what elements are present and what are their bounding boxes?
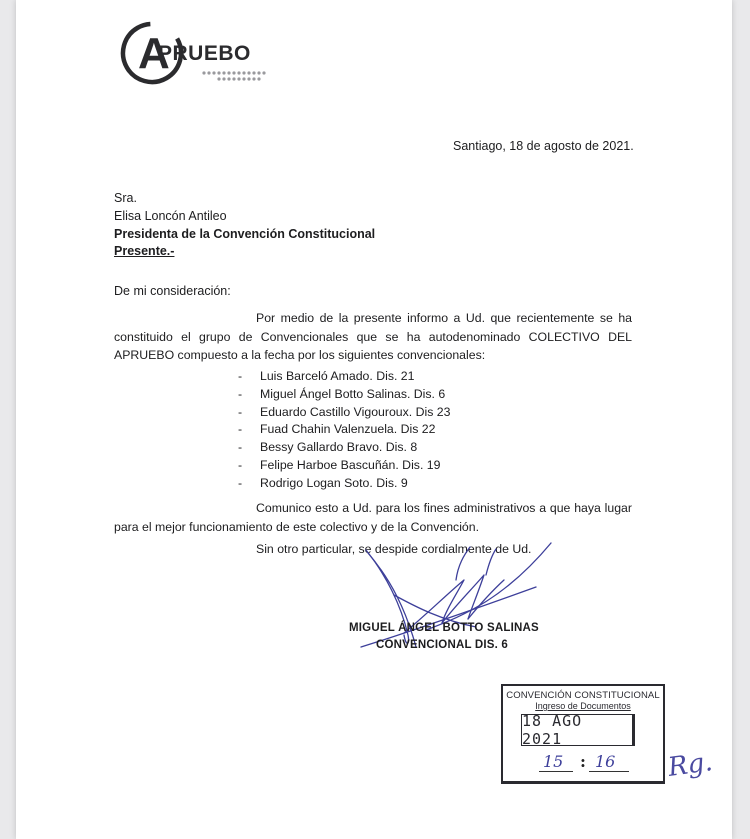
list-dash: - [238,422,243,437]
members-list [238,368,450,493]
member-name: Fuad Chahin Valenzuela. Dis 22 [260,422,436,437]
recipient-name: Elisa Loncón Antileo [114,209,227,223]
member-name: Eduardo Castillo Vigouroux. Dis 23 [260,404,451,419]
stamp-date: 18 AGO 2021 [521,714,635,746]
stamp-hour-line [539,771,573,772]
recipient-title: Presidenta de la Convención Constitucional [114,227,376,241]
recipient-salutation: Sra. [114,191,137,205]
stamp-minute-line [589,771,629,772]
logo-letter: A [138,29,170,78]
list-item [238,386,450,404]
stamp-subtitle: Ingreso de Documentos [535,701,631,711]
member-name: Felipe Harboe Bascuñán. Dis. 19 [260,457,441,472]
list-dash: - [238,475,243,490]
member-name: Miguel Ángel Botto Salinas. Dis. 6 [260,386,446,401]
stamp-title: CONVENCIÓN CONSTITUCIONAL [506,690,660,701]
reception-stamp [501,684,665,784]
body-paragraph-2: Comunico esto a Ud. para los fines administrativos a que haya lugar para el mejor funcionamiento de este colectivo y de la Convención. [114,501,632,534]
list-dash: - [238,440,243,455]
logo-text: PRUEBO [158,42,251,65]
member-name: Bessy Gallardo Bravo. Dis. 8 [260,440,418,455]
letter-date: Santiago, 18 de agosto de 2021. [453,139,634,153]
list-item [238,368,450,386]
list-item [238,475,450,493]
stamp-time-hour: 15 [543,752,564,771]
list-dash: - [238,386,243,401]
body-paragraph-1: Por medio de la presente informo a Ud. que recientemente se ha constituido el grupo de Convencionales que se ha autodenominado COLECTIVO DEL APRUEBO compuesto a la fecha por los siguientes convencionales: [114,311,632,362]
recipient-presente: Presente.- [114,244,175,258]
signer-name: MIGUEL ÁNGEL BOTTO SALINAS [349,622,539,634]
handwritten-initials: Rg. [666,747,715,783]
list-dash: - [238,457,243,472]
list-dash: - [238,369,243,383]
member-name: Rodrigo Logan Soto. Dis. 9 [260,475,408,490]
list-item [238,421,450,439]
list-item [238,404,450,422]
greeting: De mi consideración: [114,284,231,298]
stamp-time-separator: : [580,752,586,771]
document-page [16,0,732,839]
closing-line: Sin otro particular, se despide cordialmente de Ud. [256,542,532,556]
list-dash: - [238,404,243,419]
stamp-time-minute: 16 [595,752,616,771]
list-item [238,439,450,457]
signer-title: CONVENCIONAL DIS. 6 [376,639,509,651]
list-item [238,457,450,475]
member-name: Luis Barceló Amado. Dis. 21 [260,369,415,383]
